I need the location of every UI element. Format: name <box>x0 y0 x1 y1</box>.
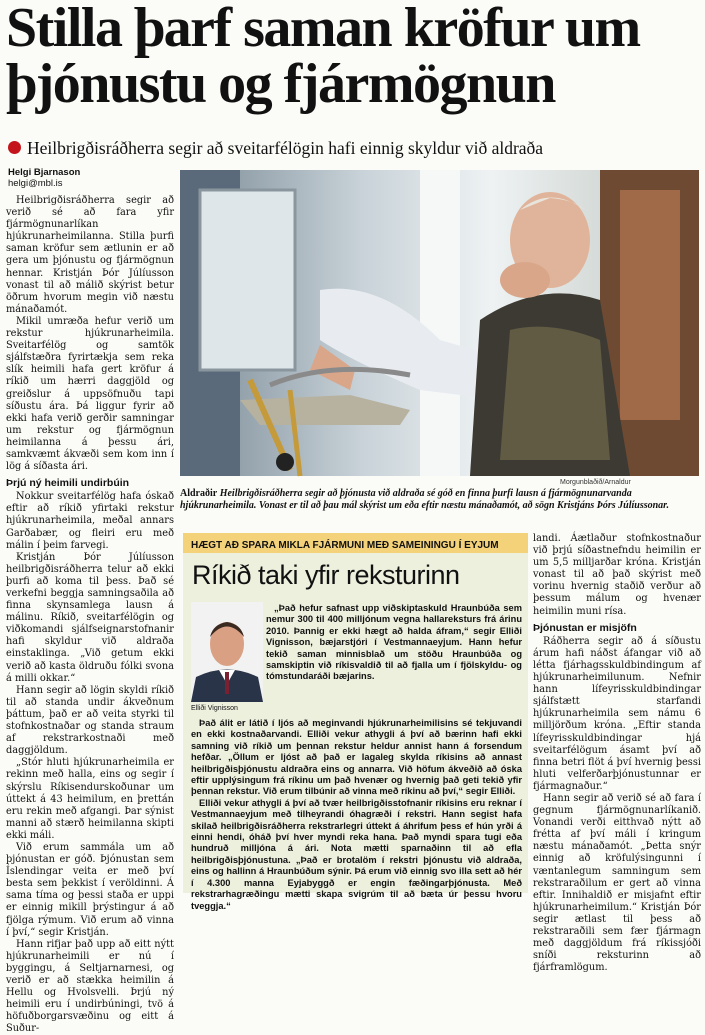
subheadline <box>8 138 698 159</box>
paragraph: Það álit er látið í ljós að meginvandi hjúkrunarheimilisins sé tekjuvandi en ekki kostnaðarvandi. Elliði vekur athygli á því að bærinn hafi ekki samning við ríkið um þennan rekstur heldur annist hann á forsendum hefðar. „Öllum er ljóst að það er lagaleg skylda ríkisins að annast heilbrigðisþjónustu aldraðra eins og annarra. Við höfum ákveðið að óska eftir upplýsingum frá ríkinu um það hvenær og hvernig það geti tekið yfir þennan rekstur. Við erum tilbúnir að vinna með ríkinu að því,“ segir Elliði. <box>191 718 522 797</box>
paragraph: Hann rifjar það upp að eitt nýtt hjúkrunarheimili er nú í byggingu, á Seltjarnarnesi, og verið er að stækka heimilin á Hellu og Hvolsvelli. Þrjú ný heimili eru í undirbúningi, tvö á höfuðborgarsvæðinu og eitt á Suður- <box>6 938 174 1035</box>
headline: Stilla þarf saman kröfur um þjónustu og fjármögnun <box>6 0 640 115</box>
subheadline-text: Heilbrigðisráðherra segir að sveitarfélögin hafi einnig skyldur við aldraða <box>27 138 544 158</box>
paragraph: „Það hefur safnast upp viðskiptaskuld Hraunbúða sem nemur 300 til 400 milljónum vegna hallareksturs frá árinu 2010. Þannig er ekki hægt að halda áfram,“ segir Elliði Vignisson, bæjarstjóri í Vestmannaeyjum. Hann hefur tekið saman minnisblað um stöðu Hraunbúða og samskiptin við ríkisvaldið til að fjalla um í fjölskyldu- og tómstundaráði bæjarins. <box>266 603 522 682</box>
sidebar-text-top <box>266 603 522 683</box>
subheading: Þrjú ný heimili undirbúin <box>6 477 130 490</box>
paragraph: Ráðherra segir að á síðustu árum hafi náðst áfangar við að létta fjárhagsskuldbindingum af hjúkrunarheimilunum. Nefnir hann lífeyrisskuldbindingar sjálfstætt starfandi hjúkrunarheimila sem námu 6 milljörðum króna. „Eftir standa lífeyrisskuldbindingar hjá sveitarfélögum ásamt því að finna betri flöt á því hvernig þessi hluti velferðarþjónustunnar er fjármagnaður.“ <box>533 635 701 792</box>
paragraph: Heilbrigðisráðherra segir að verið sé að fara yfir fjármögnunarlíkan hjúkrunarheimilanna. Stilla þurfi saman kröfur sem ætlunin er að gera um þjónustu og fjármögnun hennar. Kristján Þór Júlíusson vonast til að málið skýrist betur öðrum hvorum megin við næstu mánaðamót. <box>6 195 174 315</box>
paragraph: landi. Áætlaður stofnkostnaður við þrjú síðastnefndu heimilin er um 5,5 milljarðar króna. Kristján vonast til að það skýrist með vorinu hvernig staðið verður að þessum málum og hvenær heimilin muni rísa. <box>533 533 701 617</box>
sidebar-kicker-bar <box>183 533 528 553</box>
byline <box>8 167 178 189</box>
photo-caption <box>180 488 699 512</box>
paragraph: Hann segir að verið sé að fara í gegnum fjármögnunarlíkanið. Vonandi verði eitthvað nýtt að frétta af því máli í kringum næstu mánaðamót. „Þetta snýr einnig að kröfulýsingunni í væntanlegum samningum sem rekstraraðilum er gert að vinna eftir. Innihaldið er misjafnt eftir hjúkrunarheimilum.“ Kristján Þór segir ætlast til þess að rekstraraðili sem fær fjármagn með daggjöldum frá ríkissjóði sníði reksturinn að fjárframlögum. <box>533 792 701 974</box>
portrait-illustration <box>191 602 263 702</box>
paragraph: „Stór hluti hjúkrunarheimila er rekinn með halla, eins og segir í skýrslu Ríkisendurskoðunar um úttekt á 43 heimilum, en þrettán eru rekin með afgangi. Þar sýnist manni að stærð heimilanna skipti ekki máli. <box>6 757 174 841</box>
red-bullet-icon <box>8 141 21 154</box>
elderly-man-photo-illustration <box>180 170 699 476</box>
paragraph: Nokkur sveitarfélög hafa óskað eftir að ríkið yfirtaki rekstur hjúkrunarheimila, meðal annars Garðabær, og fleiri eru með málin í þeim farvegi. <box>6 491 174 551</box>
portrait-name: Elliði Vignisson <box>191 705 238 712</box>
subheading: Þjónustan er misjöfn <box>533 621 637 634</box>
paragraph: Mikil umræða hefur verið um rekstur hjúkrunarheimila. Sveitarfélög og samtök sjálfstæðra fyrirtækja sem reka slík heimili hafa gert kröfur á ríkið um hærri daggjöld og greiðslur á uppsöfnuðu tapi síðustu ára. Þá liggur fyrir að ekki hafa verið gerðir samningar um rekstur og fjármögnun heimilanna á þessu ári, samkvæmt ákvæði sem kom inn í lög á síðasta ári. <box>6 315 174 473</box>
photo-credit: Morgunblaðið/Arnaldur <box>560 479 631 486</box>
paragraph: Hann segir að lögin skyldi ríkið til að standa undir ákveðnum þáttum, það er að veita styrki til stofnkostnaðar og standa straum af rekstrarkostnaði með daggjöldum. <box>6 684 174 757</box>
sidebar-text-bottom <box>191 718 522 912</box>
sidebar-kicker: HÆGT AÐ SPARA MIKLA FJÁRMUNI MEÐ SAMEININGU Í EYJUM <box>191 540 499 551</box>
caption-lead: Aldraðir <box>180 488 218 499</box>
paragraph: Elliði vekur athygli á því að tvær heilbrigðisstofnanir ríkisins eru reknar í Vestmannaeyjum með tilheyrandi óhagræði í rekstri. Hann segist hafa skilað heilbrigðisráðherra rekstrarlegri úttekt á áhrifum þess ef hún yrði á einni hendi, óháð því hver myndi reka hana. Það myndi spara tugi eða hundruð milljóna á ári. Nota mætti sparnaðinn til að efla heilbrigðisþjónustuna. „Það er brotalöm í rekstri þjónustu við aldraða, eins og hallinn á Hraunbúðum sýnir. Þá erum við einnig svo illa sett að hér í 4.300 manna Eyjabyggð er engin fæðingarþjónusta. Með rekstrarhagræðingu mætti skapa svigrúm til að bæta úr þessu hvoru tveggja.“ <box>191 797 522 911</box>
article-column-3 <box>533 533 701 974</box>
author-name: Helgi Bjarnason <box>8 167 81 178</box>
article-photo <box>180 170 699 476</box>
paragraph: Við erum sammála um að þjónustan er góð. Þjónustan sem Íslendingar veita er með því besta sem þekkist í veröldinni. Á sama tíma og þessi staða er uppi er einnig mikill þrýstingur á að fjölga rýmum. Við erum að vinna í því,“ segir Kristján. <box>6 841 174 938</box>
article-column-1 <box>6 195 174 1035</box>
portrait-photo <box>191 602 263 702</box>
author-email[interactable]: helgi@mbl.is <box>8 178 63 189</box>
paragraph: Kristján Þór Júlíusson heilbrigðisráðherra telur að ekki þurfi að koma til þess. Það sé verkefni beggja samningsaðila að finna skynsamlega lausn á málinu. Ríkið, sveitarfélögin og viðkomandi sjálfseignarstofnanir hafi skyldur við aldraða einstaklinga. „Við getum ekki verið að kasta öldruðu fólki svona á milli okkar.“ <box>6 551 174 684</box>
sidebar-title: Ríkið taki yfir reksturinn <box>192 560 460 590</box>
caption-text: Heilbrigðisráðherra segir að þjónusta við aldraða sé góð en finna þurfi lausn á fjármögnunarvanda hjúkrunarheimila. Vonast er til að þau mál skýrist um eða eftir næstu mánaðamót, að sögn Kristjáns Þórs Júlíussonar. <box>180 488 670 511</box>
